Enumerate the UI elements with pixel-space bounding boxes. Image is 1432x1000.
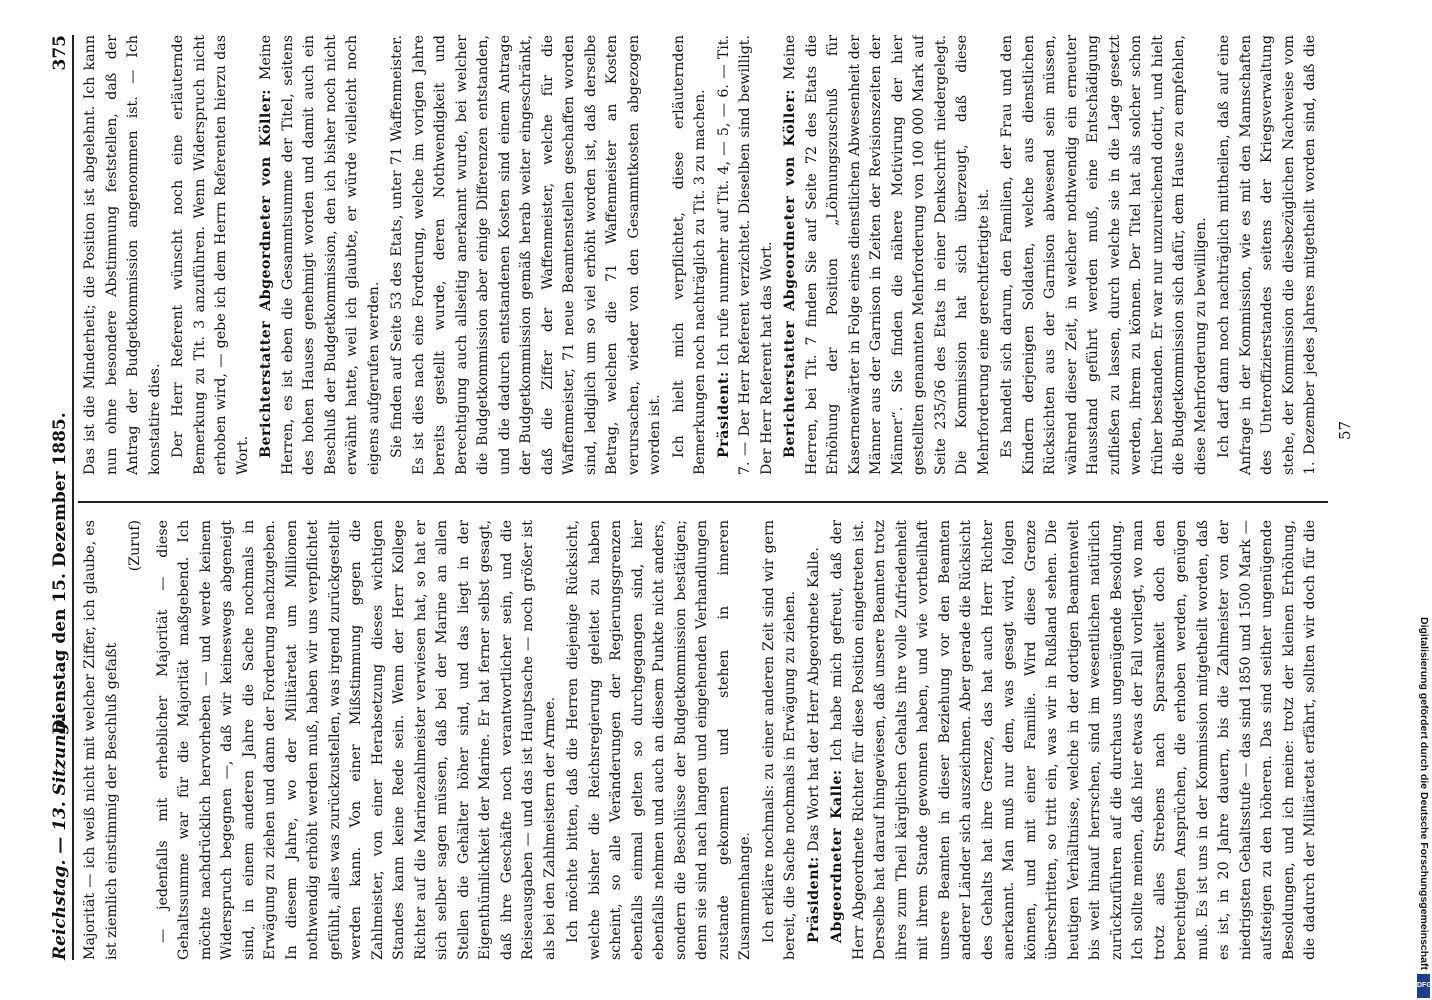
paragraph-text: Meine Herren, es ist eben die Gesammtsumme der Titel, seitens des hohen Hauses genehmigt worden und damit auch ein Beschluß der Budgetkommission, den ich bisher noch nicht erwähnt hatte, weil ich glaubte, er würde vielleicht noch eigens aufgerufen werden. — [258, 35, 382, 475]
column-divider — [78, 501, 1328, 503]
paragraph-text: Ich möchte bitten, daß die Herren diejenige Rücksicht, welche bisher die Reichsregierung geleitet zu haben scheint, so alle Veränderungen der Regierungsgrenzen ebenfalls einmal gelten so durchgegangen sind, hier ebenfalls nehmen und auch an diesem Punkte nicht anders, sondern die Beschlüsse der Budgetkommission bestätigen; denn sie sind nach langen und eingehenden Verhandlungen zustande gekommen und stehen in inneren Zusammenhange. — [565, 520, 753, 960]
paragraph — [387, 35, 667, 475]
speaker-name: Präsident: — [715, 371, 732, 458]
paragraph — [669, 35, 712, 475]
paragraph-text: Das Wort hat der Herr Abgeordnete Kalle. — [805, 547, 822, 857]
header-rule — [72, 35, 74, 960]
paragraph — [804, 520, 826, 960]
header-date-pagenum — [50, 35, 70, 734]
paragraph-text: — jedenfalls mit erheblicher Majorität — diese Gehaltssumme war für die Majorität maßgebend. Ich möchte nachdrücklich hervorheben — und werde keinem Widerspruch begegnen —, daß wir keineswegs abgeneigt sind, in einem anderen Jahre die Sache nochmals in Erwägung zu ziehen und dann der Forderung nachzugeben. In diesem Jahre, wo der Militäretat um Millionen nothwendig erhöht werden muß, haben wir uns verpflichtet gefühlt, alles was zurückzustellen, was irgend zurückgestellt werden kann. Von einer Mißstimmung gegen die Zahlmeister, von einer Herabsetzung dieses wichtigen Standes kann keine Rede sein. Wenn der Herr Kollege Richter auf die Marinezahlmeister verwiesen hat, so hat er sich selber sagen müssen, daß bei der Marine an allen Stellen die Gehälter höher sind, und das liegt in der Eigenthümlichkeit der Marine. Er hat ferner selbst gesagt, daß ihre Geschäfte noch verantwortlicher sein, und die Reiseausgaben — und das ist Hauptsache — noch größer ist als bei den Zahlmeistern der Armee. — [154, 520, 558, 960]
speaker-name: Präsident: — [805, 856, 822, 943]
header-page-number: 375 — [50, 35, 70, 71]
paragraph-text: Ich darf dann noch nachträglich mittheilen, daß auf eine Anfrage in der Kommission, wie es mit den Mannschaften des Unteroffizierstandes seitens der Kriegsverwaltung stehe, der Kommission die diesbezüglichen Nachweise vom 1. Dezember jedes Jahres mitgetheilt worden sind, daß die — [1216, 35, 1318, 475]
paragraph — [997, 35, 1212, 475]
paragraph-text: Es handelt sich darum, den Familien, der Frau und den Kindern derjenigen Soldaten, welche aus dienstlichen Rücksichten aus der Garnison abwesend sein müssen, während dieser Zeit, in welcher nothwendig ein erneuter Hausstand geführt werden muß, eine Entschädigung zufließen zu lassen, durch welche sie in die Lage gesetzt werden, ihrem zu können. Der Titel hat als solcher schon früher bestanden. Er war nur unzureichend dotirt, und hielt die Budgetkommission sich dafür, dem Hause zu empfehlen, diese Mehrforderung zu bewilligen. — [999, 35, 1209, 475]
left-column — [80, 520, 1320, 960]
header-session: Reichstag. — 13. Sitzung. — [50, 716, 70, 960]
dfg-logo-icon: DFG — [1417, 974, 1430, 998]
paragraph — [714, 35, 779, 475]
paragraph-text: Ich rufe nunmehr auf Tit. 4, — 5, — 6. — Tit. 7. — Der Herr Referent verzichtet. Dieselben sind bewilligt. Der Herr Referent hat das Wort. — [715, 35, 775, 475]
paragraph-text: Das ist die Minderheit; die Position ist abgelehnt. Ich kann nun ohne besondere Abstimmung feststellen, daß der Antrag der Budgetkommission angenommen ist. — Ich konstatire dies. — [82, 35, 163, 475]
paragraph — [1214, 35, 1320, 475]
paragraph — [780, 35, 995, 475]
paragraph — [80, 35, 166, 475]
footer-page-number: 57 — [1336, 420, 1354, 440]
paragraph — [759, 520, 802, 960]
interjection — [125, 520, 147, 960]
right-column — [80, 35, 1320, 475]
paragraph-text: Ich erkläre nochmals: zu einer anderen Zeit sind wir gern bereit, die Sache nochmals in Erwägung zu ziehen. — [760, 520, 798, 960]
speaker-name: Berichterstatter Abgeordneter von Köller: — [258, 88, 274, 458]
paragraph — [256, 35, 385, 475]
paragraph-text: Ich hielt mich verpflichtet, diese erläuternden Bemerkungen noch nachträglich zu Tit. 3 zu machen. — [670, 35, 708, 475]
paragraph-text: Ich habe mich gefreut, daß der Herr Abgeordnete Richter für diese Position eingetreten ist. Derselbe hat darauf hingewiesen, daß unsere Beamten trotz ihres zum Theil kärglichen Gehalts ihre volle Zufriedenheit mit ihrem Stande gewonnen haben, und wie vortheilhaft unsere Beamten in dieser Beziehung vor den Beamten anderer Länder sich auszeichnen. Aber gerade die Rücksicht des Gehalts hat ihre Grenze, das hat auch Herr Richter anerkannt. Man muß nur dem, was gesagt wird, folgen können, und mit einer Familie. Wird diese Grenze überschritten, so tritt ein, was wir in Rußland sehen. Die heutigen Verhältnisse, welche in der dortigen Beamtenwelt bis weit hinauf herrschen, sind im wesentlichen natürlich zurückzuführen auf die durchaus ungenügende Besoldung. Ich sollte meinen, daß hier etwas der Fall vorliegt, wo man trotz alles Strebens nach Sparsamkeit doch den berechtigten Ansprüchen, die erhoben werden, genügen muß. Es ist uns in der Kommission mitgetheilt worden, daß es ist, in 20 Jahre dauern, bis die Zahlmeister von der niedrigsten Gehaltsstufe — das sind 1850 und 1500 Mark — aufsteigen zu den höheren. Das sind seither ungenügende Besoldungen, und ich meine: trotz der kleinen Erhöhung, die dadurch der Militäretat erfährt, sollten wir doch für die — [829, 520, 1318, 960]
paragraph-text: (Zuruf) — [127, 520, 143, 572]
paragraph — [827, 520, 1320, 960]
digitization-watermark — [1416, 0, 1432, 1000]
header-date: Dienstag den 15. Dezember 1885. — [50, 412, 70, 735]
paragraph — [168, 35, 254, 475]
speaker-name: Berichterstatter Abgeordneter von Köller: — [782, 88, 798, 458]
paragraph-text: Majorität — ich weiß nicht mit welcher Ziffer, ich glaube, es ist ziemlich einstimmig der Beschluß gefaßt — [82, 520, 120, 960]
paragraph — [563, 520, 757, 960]
paragraph-text: Sie finden auf Seite 53 des Etats, unter 71 Waffenmeister. Es ist dies nach eine Forderung, welche im vorigen Jahre bereits gestellt wurde, deren Nothwendigkeit und Berechtigung auch allseitig anerkannt wurde, bei welcher die Budgetkommission aber einige Differenzen entstanden, und die dadurch entstandenen Kosten sind einem Antrage der Budgetkommission gemäß herab weiter eingeschränkt, daß die Ziffer der Waffenmeister, welche für die Waffenmeister, 71 neue Beamtenstellen geschaffen worden sind, lediglich um so viel erhöht worden ist, daß derselbe Betrag, welchen die 71 Waffenmeister an Kosten verursachen, wieder von den Gesammtkosten abgezogen worden ist. — [389, 35, 663, 475]
paragraph — [80, 520, 123, 960]
paragraph-text: Der Herr Referent wünscht noch eine erläuternde Bemerkung zu Tit. 3 anzuführen. Wenn Widerspruch nicht erhoben wird, — gebe ich dem Herrn Referenten hierzu das Wort. — [170, 35, 251, 475]
speaker-name: Abgeordneter Kalle: — [829, 769, 845, 943]
scanned-page — [20, 0, 1380, 1000]
paragraph-text: Meine Herren, bei Tit. 7 finden Sie auf Seite 72 des Etats die Erhöhung der Position „Löhnungszuschuß für Kasernenwärter in Folge eines dienstlichen Abwesenheit der Männer aus der Garnison in Zeiten der Revisionszeiten der Männer“. Sie finden die nähere Motivirung der hier gestellten genannten Mehrforderung von 100 000 Mark auf Seite 235/36 des Etats in einer Denkschrift niedergelegt. Die Kommission hat sich überzeugt, daß diese Mehrforderung eine gerechtfertigte ist. — [782, 35, 992, 475]
watermark-text: Digitalisierung gefördert durch die Deutsche Forschungsgemeinschaft — [1418, 617, 1430, 970]
paragraph — [153, 520, 562, 960]
